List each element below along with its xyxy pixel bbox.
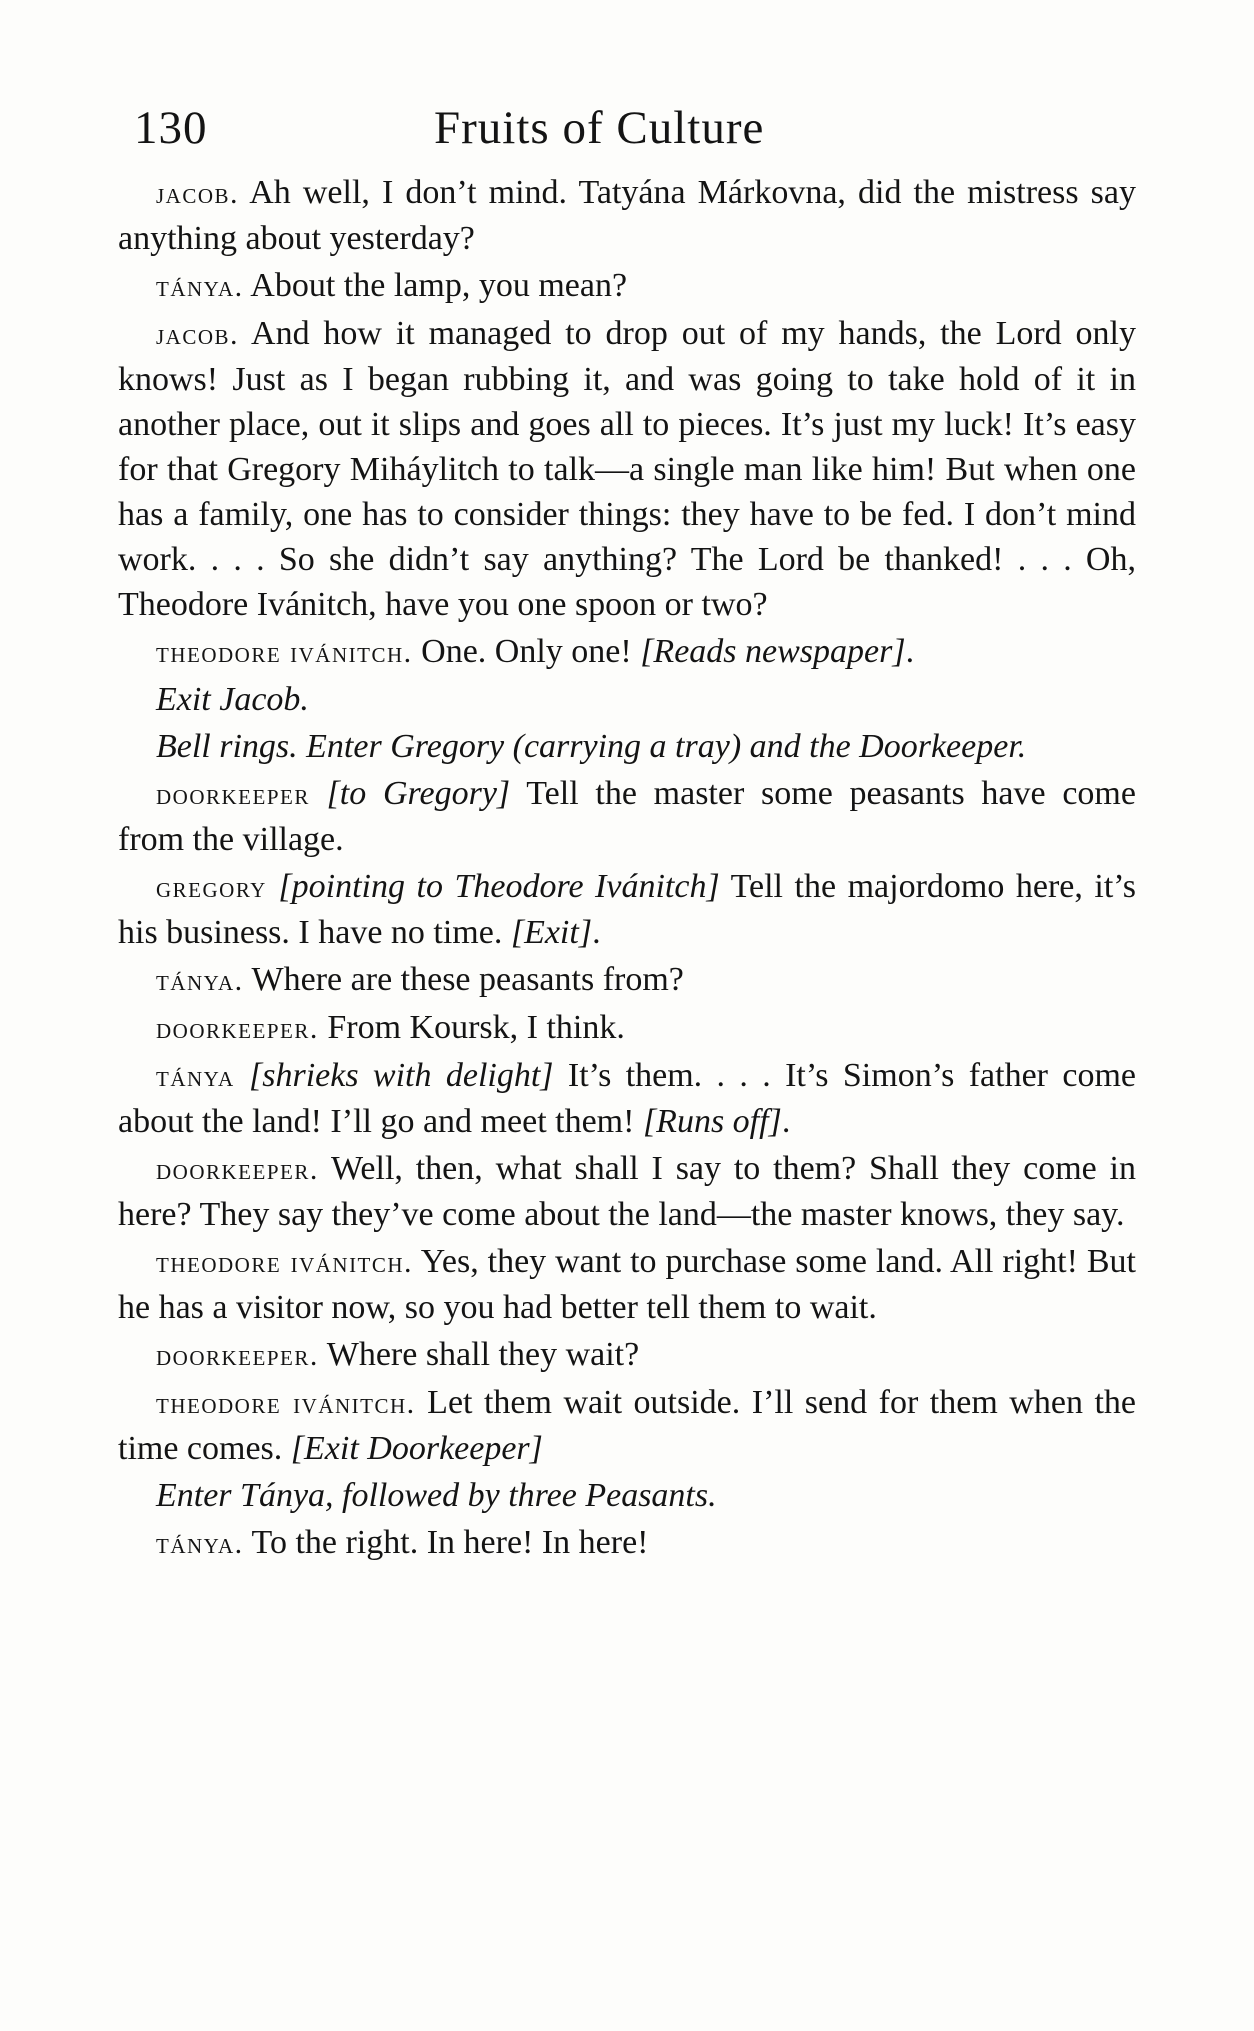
dialogue-text: Tell the majordomo here, it’s his business. I have no time.: [118, 868, 1136, 951]
speaker-name: doorkeeper.: [156, 1339, 319, 1372]
running-title: Fruits of Culture: [434, 102, 765, 154]
speaker-name: theodore ivánitch.: [156, 1387, 416, 1420]
speaker-name: jacob.: [156, 177, 240, 210]
stage-direction: [Reads newspaper]: [640, 633, 906, 670]
dialogue-line: [118, 957, 1136, 1003]
speaker-name: doorkeeper.: [156, 1012, 319, 1045]
stage-direction: [to Gregory]: [309, 775, 511, 812]
speaker-name: tánya.: [156, 270, 244, 303]
speaker-name: jacob.: [156, 318, 240, 351]
dialogue-line: [118, 1520, 1136, 1566]
dialogue-line: [118, 629, 1136, 675]
speaker-name: doorkeeper.: [156, 1153, 319, 1186]
page-number: 130: [134, 102, 208, 154]
stage-direction-line: [118, 1473, 1136, 1518]
dialogue-text: About the lamp, you mean?: [243, 267, 628, 304]
speaker-name: tánya: [156, 1060, 235, 1093]
dialogue-text: Let them wait outside. I’ll send for them when the time comes.: [118, 1384, 1136, 1467]
punctuation: .: [592, 914, 601, 951]
stage-direction: [pointing to Theodore Ivánitch]: [266, 868, 720, 905]
dialogue-text: From Koursk, I think.: [318, 1009, 625, 1046]
stage-direction: [Exit Doorkeeper]: [290, 1430, 543, 1467]
dialogue-line: [118, 263, 1136, 309]
speaker-name: tánya.: [156, 964, 244, 997]
stage-direction: Enter Tánya, followed by three Peasants.: [156, 1477, 717, 1514]
punctuation: .: [905, 633, 915, 670]
dialogue-text: One. Only one!: [412, 633, 641, 670]
dialogue-text: Ah well, I don’t mind. Tatyána Márkovna, did the mistress say anything about yesterday?: [118, 174, 1136, 257]
stage-direction: [Exit]: [510, 914, 593, 951]
speaker-name: doorkeeper: [156, 778, 310, 811]
dialogue-line: [118, 1005, 1136, 1051]
dialogue-line: [118, 771, 1136, 862]
dialogue-line: [118, 1146, 1136, 1237]
dialogue-line: [118, 170, 1136, 261]
dialogue-text: Tell the master some peasants have come from the village.: [118, 775, 1136, 858]
dialogue-text: And how it managed to drop out of my hands, the Lord only knows! Just as I began rubbing it, and was going to take hold of it in another place, out it slips and goes all to pieces. It’s just my luck! It’s easy for that Gregory Miháylitch to talk—a single man like him! But when one has a family, one has to consider things: they have to be fed. I don’t mind work. . . . So she didn’t say anything? The Lord be thanked! . . . Oh, Theodore Ivánitch, have you one spoon or two?: [118, 315, 1136, 623]
dialogue-text: It’s them. . . . It’s Simon’s father come about the land! I’ll go and meet them!: [118, 1057, 1136, 1140]
dialogue-text: Where shall they wait?: [318, 1336, 640, 1373]
book-page: [118, 100, 1136, 1568]
stage-direction: [shrieks with delight]: [234, 1057, 554, 1094]
stage-direction: Bell rings. Enter Gregory (carrying a tray) and the Doorkeeper.: [156, 728, 1027, 765]
stage-direction: [Runs off]: [642, 1103, 782, 1140]
speaker-name: theodore ivánitch.: [156, 636, 413, 669]
speaker-name: theodore ivánitch.: [156, 1246, 414, 1279]
stage-direction-line: [118, 724, 1136, 769]
dialogue-line: [118, 1380, 1136, 1471]
speaker-name: gregory: [156, 871, 267, 904]
page-header: [134, 100, 1136, 156]
punctuation: .: [781, 1103, 791, 1140]
dialogue-text: To the right. In here! In here!: [243, 1524, 649, 1561]
dialogue-line: [118, 1239, 1136, 1330]
play-text: [118, 170, 1136, 1566]
stage-direction-line: [118, 677, 1136, 722]
dialogue-text: Well, then, what shall I say to them? Shall they come in here? They say they’ve come about the land—the master knows, they say.: [118, 1150, 1136, 1233]
dialogue-line: [118, 311, 1136, 627]
stage-direction: Exit Jacob.: [156, 681, 309, 718]
dialogue-line: [118, 1332, 1136, 1378]
dialogue-text: Where are these peasants from?: [243, 961, 684, 998]
dialogue-text: Yes, they want to purchase some land. All right! But he has a visitor now, so you had better tell them to wait.: [118, 1243, 1136, 1326]
dialogue-line: [118, 1053, 1136, 1144]
speaker-name: tánya.: [156, 1527, 244, 1560]
dialogue-line: [118, 864, 1136, 955]
